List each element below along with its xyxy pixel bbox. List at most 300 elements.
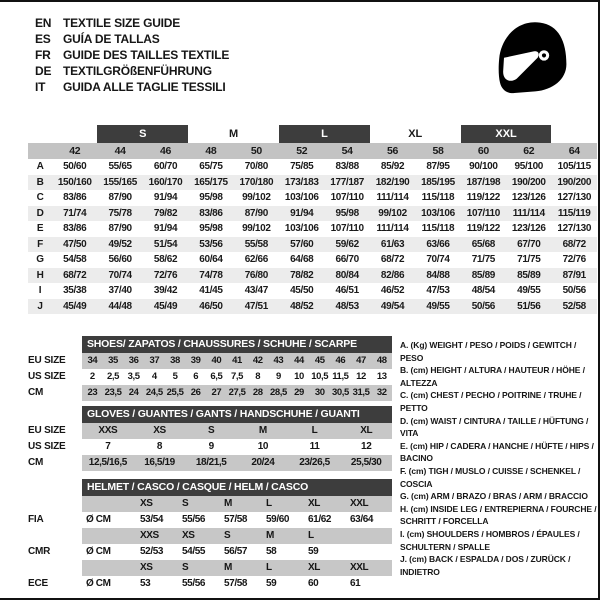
value-cell: 9 <box>208 441 214 452</box>
value-cell: 6 <box>193 371 199 382</box>
value-cell: 44 <box>294 355 304 366</box>
size-value: 76/80 <box>234 268 279 284</box>
value-cell: XL <box>308 498 320 509</box>
size-value: 83/88 <box>335 161 359 173</box>
gloves-table <box>28 406 392 471</box>
size-group-m: M <box>229 128 239 140</box>
size-value: 84/88 <box>415 268 460 284</box>
size-value: 45/49 <box>143 299 188 315</box>
size-value: 55/58 <box>234 237 279 253</box>
legend-item: B. (cm) HEIGHT / ALTURA / HAUTEUR / HÖHE / ALTEZZA <box>400 365 585 388</box>
helmet-row <box>28 576 392 592</box>
size-number: 44 <box>97 143 142 159</box>
size-group-row <box>28 125 597 143</box>
size-value: 55/65 <box>108 161 132 173</box>
value-cell: 2 <box>89 371 95 382</box>
value-cell: M <box>224 498 232 509</box>
size-group-l: L <box>279 125 370 143</box>
gloves-values <box>82 423 392 439</box>
value-cell: 10 <box>294 371 304 382</box>
row-label: EU SIZE <box>28 355 66 366</box>
size-value: 51/54 <box>143 237 188 253</box>
gloves-row <box>28 455 392 471</box>
unit-cell: Ø CM <box>86 578 111 589</box>
language-header <box>35 15 229 95</box>
size-number: 46 <box>143 143 188 159</box>
value-cell: 47 <box>356 355 366 366</box>
size-value: 63/66 <box>415 237 460 253</box>
size-value: 75/78 <box>97 206 142 222</box>
measure-row-d <box>28 206 597 222</box>
size-group-s: S <box>97 125 188 143</box>
size-value: 49/55 <box>517 285 541 297</box>
size-value: 111/114 <box>506 206 551 222</box>
size-value: 190/200 <box>506 175 551 191</box>
size-value: 91/94 <box>279 206 324 222</box>
main-size-table <box>28 125 597 314</box>
size-value: 91/94 <box>153 223 178 235</box>
measure-row-e <box>28 221 597 237</box>
language-title: GUIDE DES TAILLES TEXTILE <box>63 48 230 62</box>
size-value: 119/122 <box>466 223 500 235</box>
measure-row-j <box>28 299 597 315</box>
size-value: 71/75 <box>517 254 541 266</box>
size-value: 103/106 <box>415 206 460 222</box>
measure-row-i <box>28 283 597 299</box>
value-cell: 37 <box>149 355 160 366</box>
helmet-table <box>28 479 392 592</box>
gloves-rows <box>28 423 392 471</box>
size-value: 68/72 <box>52 268 97 284</box>
size-value: 47/53 <box>426 285 450 297</box>
value-cell: 32 <box>376 387 387 398</box>
size-value: 65/68 <box>461 237 506 253</box>
value-cell: 59 <box>308 546 319 557</box>
row-label: EU SIZE <box>28 425 66 436</box>
helmet-row <box>28 528 392 544</box>
helmet-values <box>82 512 392 528</box>
shoes-values <box>82 385 392 401</box>
value-cell: 59 <box>266 578 277 589</box>
size-group-xxl: XXL <box>461 125 552 143</box>
legend-item: A. (Kg) WEIGHT / PESO / POIDS / GEWITCH / PESO <box>400 340 577 363</box>
size-value: 85/92 <box>380 161 405 173</box>
row-label: ECE <box>28 578 48 589</box>
helmet-title: HELMET / CASCO / CASQUE / HELM / CASCO <box>82 479 392 496</box>
row-letter: E <box>36 223 44 235</box>
size-number: 50 <box>234 143 279 159</box>
language-row <box>35 15 229 31</box>
size-value: 46/52 <box>380 285 405 297</box>
size-value: 115/118 <box>421 223 455 235</box>
shoes-title: SHOES/ ZAPATOS / CHAUSSURES / SCHUHE / SCARPE <box>82 336 392 353</box>
value-cell: M <box>224 562 232 573</box>
size-value: 50/56 <box>461 299 506 315</box>
size-value: 59/62 <box>324 237 369 253</box>
value-cell: 3,5 <box>127 371 140 382</box>
value-cell: 30,5 <box>331 387 349 398</box>
size-value: 87/95 <box>426 161 450 173</box>
size-value: 95/98 <box>199 223 223 235</box>
helmet-values <box>82 544 392 560</box>
language-title: TEXTILE SIZE GUIDE <box>63 16 181 30</box>
value-cell: M <box>266 530 274 541</box>
row-letter: F <box>28 237 52 253</box>
size-value: 165/175 <box>188 175 233 191</box>
value-cell: 23/26,5 <box>299 457 330 468</box>
language-code: FR <box>35 48 51 62</box>
value-cell: 8 <box>255 371 261 382</box>
measurement-legend <box>400 339 597 578</box>
helmet-row <box>28 512 392 528</box>
size-number: 42 <box>52 143 97 159</box>
size-value: 127/130 <box>557 192 592 204</box>
value-cell: 63/64 <box>350 514 374 525</box>
row-letter: A <box>36 161 44 173</box>
size-value: 45/49 <box>52 299 97 315</box>
language-code: EN <box>35 16 52 30</box>
size-value: 187/198 <box>461 175 506 191</box>
language-row <box>35 79 229 95</box>
value-cell: 25,5 <box>166 387 184 398</box>
value-cell: 46 <box>335 355 346 366</box>
value-cell: 20/24 <box>251 457 275 468</box>
row-label <box>28 496 82 512</box>
helmet-row <box>28 560 392 576</box>
size-value: 75/85 <box>290 161 314 173</box>
size-value: 95/98 <box>199 192 223 204</box>
row-letter: J <box>28 299 52 315</box>
size-number: 54 <box>324 143 369 159</box>
value-cell: 11 <box>309 441 320 452</box>
value-cell: XS <box>153 425 166 436</box>
row-letter: I <box>38 285 42 297</box>
legend-item: J. (cm) BACK / ESPALDA / DOS / ZURÜCK / INDIETRO <box>400 554 571 577</box>
size-value: 87/90 <box>108 223 132 235</box>
size-value: 185/195 <box>415 175 460 191</box>
value-cell: 23,5 <box>104 387 122 398</box>
value-cell: 53 <box>140 578 151 589</box>
size-value: 115/118 <box>421 192 455 204</box>
size-value: 155/165 <box>97 175 142 191</box>
value-cell: 48 <box>376 355 387 366</box>
legend-item: G. (cm) ARM / BRAZO / BRAS / ARM / BRACCIO <box>400 491 588 502</box>
value-cell: 12 <box>361 441 372 452</box>
size-value: 45/50 <box>290 285 314 297</box>
size-value: 60/64 <box>199 254 223 266</box>
value-cell: XL <box>308 562 320 573</box>
helmet-values <box>82 576 392 592</box>
measure-row-g <box>28 252 597 268</box>
unit-cell <box>82 528 138 544</box>
value-cell: 38 <box>170 355 180 366</box>
value-cell: 16,5/19 <box>144 457 175 468</box>
size-value: 60/70 <box>153 161 178 173</box>
gloves-values <box>82 439 392 455</box>
size-value: 107/110 <box>461 206 506 222</box>
size-value: 111/114 <box>376 223 409 235</box>
size-value: 37/40 <box>108 285 132 297</box>
size-value: 182/190 <box>370 175 415 191</box>
row-letter: B <box>28 175 52 191</box>
value-cell: 5 <box>172 371 178 382</box>
value-cell: 53/54 <box>140 514 164 525</box>
size-value: 160/170 <box>143 175 188 191</box>
value-cell: 27 <box>211 387 222 398</box>
size-value: 79/82 <box>143 206 188 222</box>
size-number: 64 <box>551 143 597 159</box>
size-value: 53/56 <box>188 237 233 253</box>
value-cell: 23 <box>87 387 98 398</box>
unit-cell <box>82 560 138 576</box>
value-cell: XXL <box>350 562 369 573</box>
value-cell: 58 <box>266 546 277 557</box>
value-cell: 11,5 <box>332 371 349 382</box>
size-value: 58/62 <box>153 254 178 266</box>
spacer-cell <box>551 125 597 143</box>
size-value: 72/76 <box>562 254 586 266</box>
size-value: 99/102 <box>242 223 271 235</box>
size-value: 95/100 <box>514 161 544 173</box>
shoes-row <box>28 353 392 369</box>
value-cell: 29 <box>294 387 304 398</box>
value-cell: 30 <box>314 387 325 398</box>
size-value: 83/86 <box>63 192 87 204</box>
size-value: 43/47 <box>244 285 268 297</box>
size-value: 49/54 <box>370 299 415 315</box>
size-value: 83/86 <box>63 223 87 235</box>
size-value: 111/114 <box>376 192 409 204</box>
measure-row-c <box>28 190 597 206</box>
value-cell: L <box>308 530 314 541</box>
value-cell: 43 <box>273 355 284 366</box>
size-value: 170/180 <box>234 175 279 191</box>
size-value: 123/126 <box>511 192 546 204</box>
helmet-row <box>28 496 392 512</box>
value-cell: 61 <box>350 578 361 589</box>
helmet-values <box>82 560 392 576</box>
value-cell: 40 <box>211 355 222 366</box>
value-cell: 12 <box>356 371 366 382</box>
language-code: ES <box>35 32 51 46</box>
shoes-table <box>28 336 392 401</box>
size-value: 70/74 <box>97 268 142 284</box>
row-label: CM <box>28 387 44 398</box>
language-row <box>35 63 229 79</box>
size-number: 58 <box>415 143 460 159</box>
size-value: 85/89 <box>461 268 506 284</box>
size-value: 83/86 <box>188 206 233 222</box>
size-value: 61/63 <box>370 237 415 253</box>
value-cell: 7,5 <box>231 371 244 382</box>
size-value: 190/200 <box>551 175 597 191</box>
value-cell: 18/21,5 <box>195 457 227 468</box>
value-cell: 34 <box>87 355 98 366</box>
size-number: 48 <box>188 143 233 159</box>
value-cell: 10,5 <box>311 371 329 382</box>
size-number: 62 <box>506 143 551 159</box>
size-value: 107/110 <box>330 223 364 235</box>
value-cell: 12,5/16,5 <box>88 457 127 468</box>
value-cell: 52/53 <box>140 546 164 557</box>
row-label: CMR <box>28 546 51 557</box>
size-value: 39/42 <box>153 285 178 297</box>
shoes-row <box>28 385 392 401</box>
value-cell: 57/58 <box>224 578 248 589</box>
size-value: 47/51 <box>234 299 279 315</box>
measure-row-a <box>28 159 597 175</box>
size-value: 48/52 <box>279 299 324 315</box>
size-value: 82/86 <box>370 268 415 284</box>
value-cell: 10 <box>257 441 269 452</box>
size-value: 44/48 <box>97 299 142 315</box>
value-cell: 27,5 <box>228 387 246 398</box>
value-cell: 61/62 <box>308 514 332 525</box>
language-title: TEXTILGRÖßENFÜHRUNG <box>63 64 212 78</box>
size-value: 127/130 <box>557 223 592 235</box>
row-letter: D <box>28 206 52 222</box>
size-value: 87/91 <box>551 268 597 284</box>
size-number: 56 <box>370 143 415 159</box>
size-value: 71/74 <box>52 206 97 222</box>
language-row <box>35 31 229 47</box>
helmet-values <box>82 496 392 512</box>
value-cell: 31,5 <box>352 387 370 398</box>
gloves-title: GLOVES / GUANTES / GANTS / HANDSCHUHE / GUANTI <box>82 406 392 423</box>
language-row <box>35 47 229 63</box>
value-cell: M <box>258 425 267 436</box>
value-cell: 45 <box>314 355 325 366</box>
spacer-cell <box>28 125 97 143</box>
legend-item: D. (cm) WAIST / CINTURA / TAILLE / HÜFTUNG / VITA <box>400 415 589 439</box>
row-label: US SIZE <box>28 371 66 382</box>
size-value: 47/50 <box>52 237 97 253</box>
legend-item: I. (cm) SHOULDERS / HOMBROS / ÉPAULES / SCHULTERN / SPALLE <box>400 528 580 552</box>
value-cell: 60 <box>308 578 319 589</box>
value-cell: L <box>311 425 318 436</box>
gloves-row <box>28 423 392 439</box>
corner-cell <box>28 143 52 159</box>
value-cell: S <box>182 562 189 573</box>
legend-item: F. (cm) TIGH / MUSLO / CUISSE / SCHENKEL / COSCIA <box>400 465 581 489</box>
value-cell: XXS <box>98 425 118 436</box>
value-cell: 9 <box>275 371 281 382</box>
unit-cell: Ø CM <box>86 514 111 525</box>
size-value: 85/89 <box>506 268 551 284</box>
value-cell: 25,5/30 <box>350 457 382 468</box>
value-cell: 6,5 <box>210 371 223 382</box>
measure-row-f <box>28 237 597 253</box>
value-cell: 59/60 <box>266 514 290 525</box>
legend-item: E. (cm) HIP / CADERA / HANCHE / HÜFTE / HIPS / BACINO <box>400 440 594 464</box>
size-value: 50/56 <box>562 285 586 297</box>
value-cell: 24 <box>128 387 139 398</box>
value-cell: 28,5 <box>269 387 287 398</box>
size-value: 46/50 <box>188 299 233 315</box>
language-code: DE <box>35 64 52 78</box>
size-value: 68/72 <box>551 237 597 253</box>
value-cell: 39 <box>190 355 201 366</box>
helmet-row <box>28 544 392 560</box>
size-value: 173/183 <box>279 175 324 191</box>
size-value: 87/90 <box>108 192 132 204</box>
size-value: 52/58 <box>551 299 597 315</box>
size-value: 115/119 <box>551 206 597 222</box>
value-cell: 41 <box>232 355 242 366</box>
size-value: 67/70 <box>506 237 551 253</box>
value-cell: S <box>208 425 215 436</box>
size-value: 57/60 <box>279 237 324 253</box>
shoes-rows <box>28 353 392 401</box>
shoes-values <box>82 369 392 385</box>
size-group-xl: XL <box>408 128 423 140</box>
size-value: 99/102 <box>370 206 415 222</box>
row-letter: G <box>36 254 44 266</box>
helmet-values <box>82 528 392 544</box>
size-value: 64/68 <box>290 254 314 266</box>
value-cell: 7 <box>105 441 111 452</box>
size-value: 51/56 <box>506 299 551 315</box>
size-value: 103/106 <box>284 223 319 235</box>
size-value: 46/51 <box>335 285 359 297</box>
value-cell: 2,5 <box>107 371 120 382</box>
unit-cell <box>82 496 138 512</box>
legend-item: C. (cm) CHEST / PECHO / POITRINE / TRUHE / PETTO <box>400 390 582 413</box>
language-title: GUIDA ALLE TAGLIE TESSILI <box>63 80 226 94</box>
shoes-row <box>28 369 392 385</box>
row-letter: C <box>36 192 44 204</box>
size-value: 107/110 <box>330 192 364 204</box>
value-cell: S <box>182 498 189 509</box>
value-cell: XXS <box>140 530 159 541</box>
value-cell: 56/57 <box>224 546 248 557</box>
helmet-rows <box>28 496 392 592</box>
size-value: 35/38 <box>63 285 87 297</box>
size-value: 49/55 <box>415 299 460 315</box>
row-label <box>28 528 82 544</box>
size-number-row <box>28 143 597 159</box>
value-cell: XS <box>182 530 195 541</box>
size-value: 66/70 <box>335 254 359 266</box>
size-value: 103/106 <box>284 192 319 204</box>
size-value: 119/122 <box>466 192 500 204</box>
value-cell: L <box>266 562 272 573</box>
value-cell: 55/56 <box>182 514 206 525</box>
size-value: 105/115 <box>557 161 591 173</box>
value-cell: 35 <box>108 355 118 366</box>
value-cell: 36 <box>128 355 139 366</box>
value-cell: 26 <box>190 387 201 398</box>
size-value: 48/54 <box>471 285 495 297</box>
size-value: 99/102 <box>242 192 271 204</box>
size-value: 65/75 <box>199 161 223 173</box>
row-label: US SIZE <box>28 441 66 452</box>
size-value: 71/75 <box>471 254 495 266</box>
size-value: 68/72 <box>380 254 405 266</box>
size-value: 70/80 <box>244 161 268 173</box>
size-number: 52 <box>279 143 324 159</box>
size-value: 177/187 <box>324 175 369 191</box>
measure-row-h <box>28 268 597 284</box>
value-cell: XS <box>140 562 153 573</box>
size-value: 54/58 <box>63 254 87 266</box>
size-value: 70/74 <box>426 254 450 266</box>
row-label: FIA <box>28 514 44 525</box>
value-cell: 57/58 <box>224 514 248 525</box>
size-value: 95/98 <box>324 206 369 222</box>
gloves-row <box>28 439 392 455</box>
row-label <box>28 560 82 576</box>
